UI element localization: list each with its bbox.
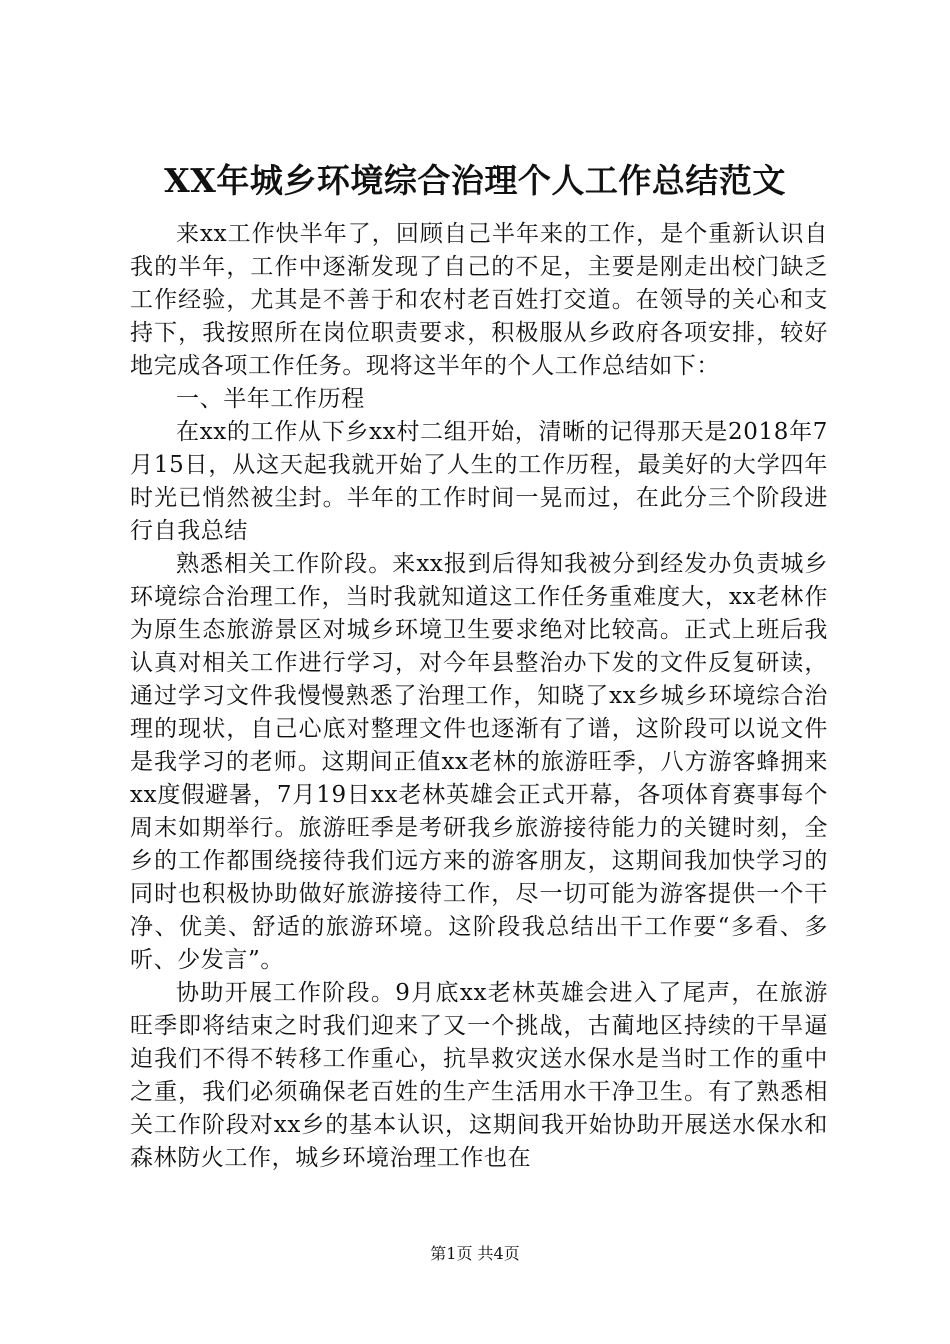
- paragraph-start: 在xx的工作从下乡xx村二组开始，清晰的记得那天是2018年7月15日，从这天起我就开始了人生的工作历程，最美好的大学四年时光已悄然被尘封。半年的工作时间一晃而过，在此分三个阶段进行自我总结: [130, 419, 828, 544]
- paragraph-intro: 来xx工作快半年了，回顾自己半年来的工作，是个重新认识自我的半年，工作中逐渐发现了自己的不足，主要是刚走出校门缺乏工作经验，尤其是不善于和农村老百姓打交道。在领导的关心和支持下，我按照所在岗位职责要求，积极服从乡政府各项安排，较好地完成各项工作任务。现将这半年的个人工作总结如下：: [130, 221, 828, 379]
- paragraph-stage-familiarize: 熟悉相关工作阶段。来xx报到后得知我被分到经发办负责城乡环境综合治理工作，当时我就知道这工作任务重难度大，xx老林作为原生态旅游景区对城乡环境卫生要求绝对比较高。正式上班后我认真对相关工作进行学习，对今年县整治办下发的文件反复研读，通过学习文件我慢慢熟悉了治理工作，知晓了xx乡城乡环境综合治理的现状，自己心底对整理文件也逐渐有了谱，这阶段可以说文件是我学习的老师。这期间正值xx老林的旅游旺季，八方游客蜂拥来xx度假避暑，7月19日xx老林英雄会正式开幕，各项体育赛事每个周末如期举行。旅游旺季是考研我乡旅游接待能力的关键时刻，全乡的工作都围绕接待我们远方来的游客朋友，这期间我加快学习的同时也积极协助做好旅游接待工作，尽一切可能为游客提供一个干净、优美、舒适的旅游环境。这阶段我总结出干工作要“多看、多听、少发言”。: [130, 551, 828, 973]
- page-footer: 第1页 共4页: [430, 1244, 520, 1263]
- document-title: XX年城乡环境综合治理个人工作总结范文: [164, 161, 786, 200]
- paragraph-stage-assist: 协助开展工作阶段。9月底xx老林英雄会进入了尾声，在旅游旺季即将结束之时我们迎来了又一个挑战，古蔺地区持续的干旱逼迫我们不得不转移工作重心，抗旱救灾送水保水是当时工作的重中之重，我们必须确保老百姓的生产生活用水干净卫生。有了熟悉相关工作阶段对xx乡的基本认识，这期间我开始协助开展送水保水和森林防火工作，城乡环境治理工作也在: [130, 980, 828, 1171]
- document-body: [130, 218, 828, 1175]
- section-heading: 一、半年工作历程: [176, 386, 365, 412]
